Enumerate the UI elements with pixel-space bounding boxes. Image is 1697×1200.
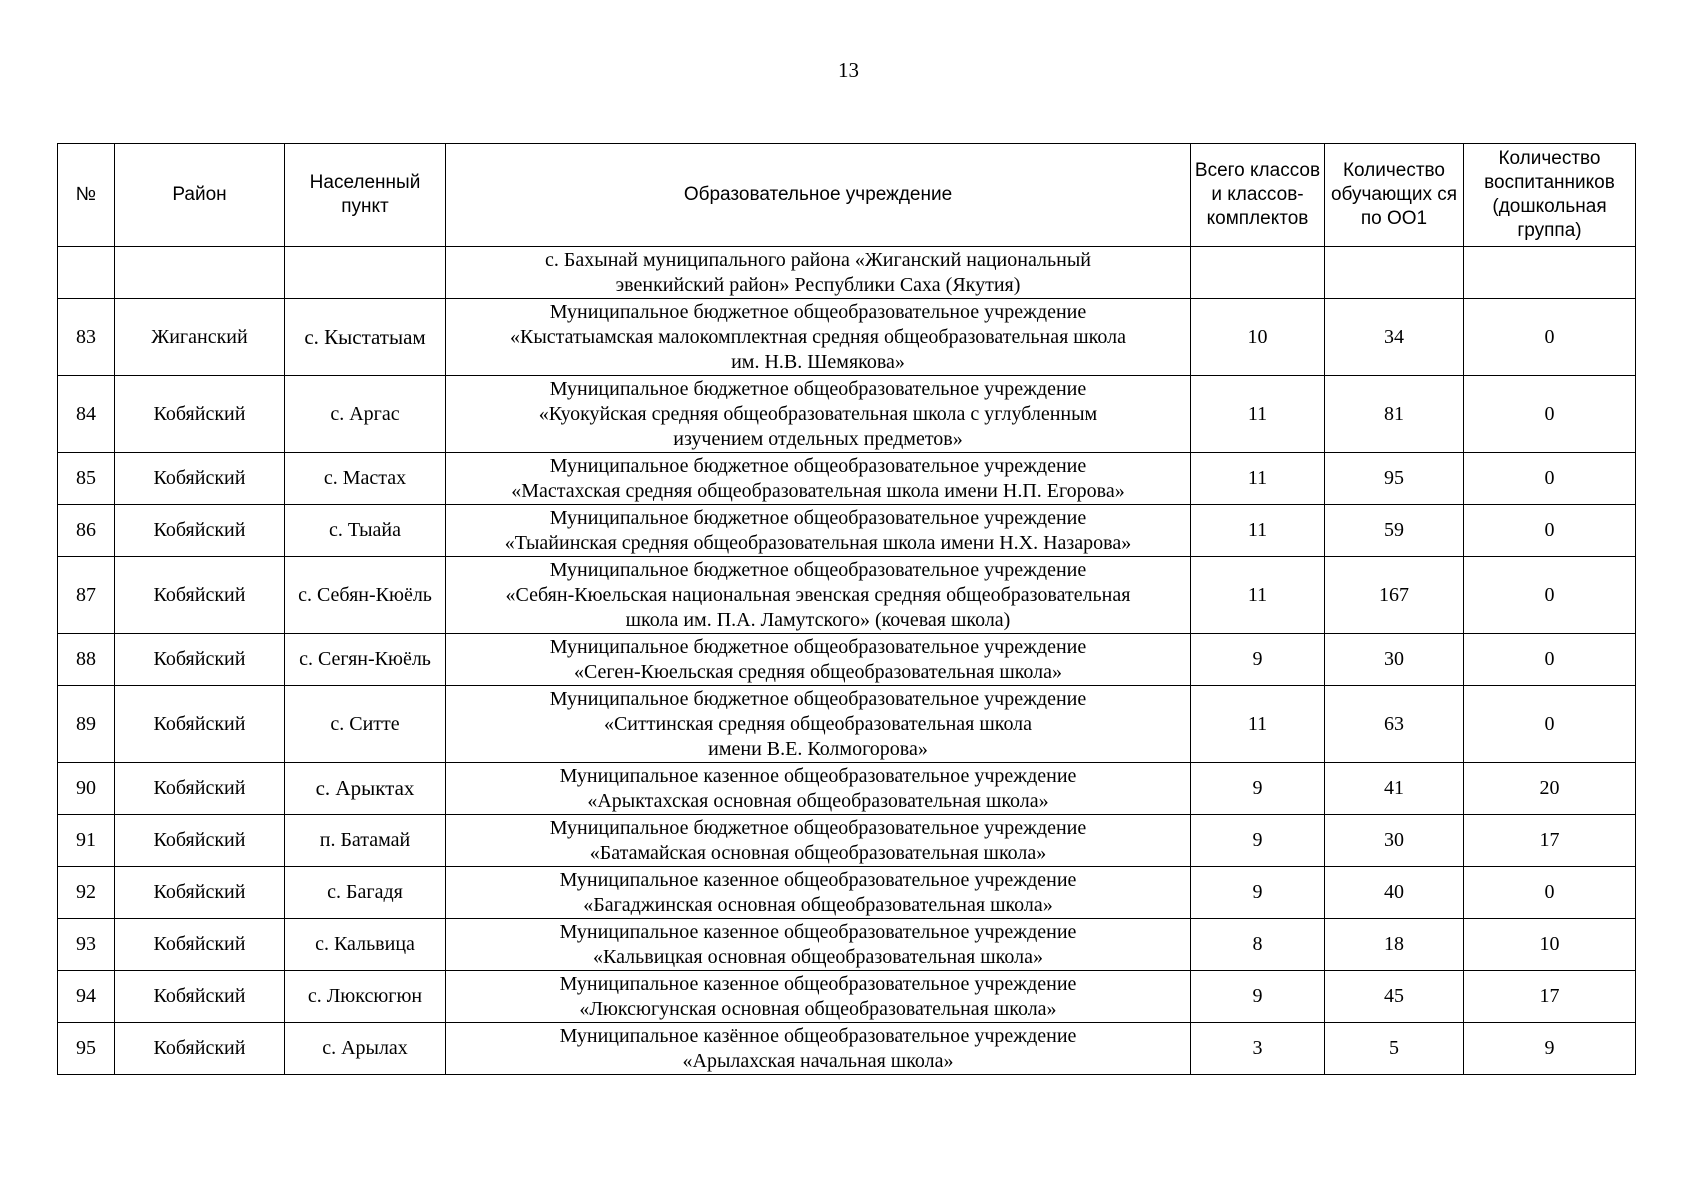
classes-cell: 11 bbox=[1191, 505, 1325, 557]
settlement-cell: с. Арылах bbox=[285, 1023, 446, 1075]
table-row bbox=[58, 376, 1636, 453]
classes-cell: 9 bbox=[1191, 971, 1325, 1023]
institution-line: Муниципальное казенное общеобразовательное учреждение bbox=[559, 920, 1077, 943]
institution-line: «Арылахская начальная школа» bbox=[682, 1049, 954, 1072]
settlement-cell bbox=[285, 247, 446, 299]
students-cell: 59 bbox=[1325, 505, 1464, 557]
institution-line: «Куокуйская средняя общеобразовательная школа с углубленным bbox=[538, 402, 1098, 425]
district-cell: Кобяйский bbox=[115, 557, 285, 634]
preschool-cell: 0 bbox=[1464, 686, 1636, 763]
table-row bbox=[58, 634, 1636, 686]
students-cell: 45 bbox=[1325, 971, 1464, 1023]
students-cell bbox=[1325, 247, 1464, 299]
table-row bbox=[58, 867, 1636, 919]
classes-cell: 11 bbox=[1191, 453, 1325, 505]
num-cell: 94 bbox=[58, 971, 115, 1023]
institution-cell bbox=[446, 815, 1191, 867]
students-cell: 30 bbox=[1325, 634, 1464, 686]
institution-line: Муниципальное бюджетное общеобразовательное учреждение bbox=[549, 816, 1087, 839]
continuation-row bbox=[58, 247, 1636, 299]
institution-line: им. Н.В. Шемякова» bbox=[731, 350, 905, 373]
table-row bbox=[58, 557, 1636, 634]
header-num: № bbox=[58, 144, 115, 247]
institution-cell bbox=[446, 1023, 1191, 1075]
num-cell: 91 bbox=[58, 815, 115, 867]
preschool-cell bbox=[1464, 247, 1636, 299]
table-header bbox=[58, 144, 1636, 247]
students-cell: 18 bbox=[1325, 919, 1464, 971]
header-preschool: Количество воспитанников (дошкольная группа) bbox=[1464, 144, 1636, 247]
district-cell: Кобяйский bbox=[115, 453, 285, 505]
district-cell: Кобяйский bbox=[115, 686, 285, 763]
students-cell: 40 bbox=[1325, 867, 1464, 919]
students-cell: 41 bbox=[1325, 763, 1464, 815]
institution-line: «Арыктахская основная общеобразовательная школа» bbox=[587, 789, 1049, 812]
classes-cell: 9 bbox=[1191, 867, 1325, 919]
classes-cell: 9 bbox=[1191, 634, 1325, 686]
institution-line: «Мастахская средняя общеобразовательная школа имени Н.П. Егорова» bbox=[511, 479, 1125, 502]
district-cell: Кобяйский bbox=[115, 376, 285, 453]
table-row bbox=[58, 919, 1636, 971]
institution-line: «Сеген-Кюельская средняя общеобразовательная школа» bbox=[573, 660, 1063, 683]
classes-cell: 10 bbox=[1191, 299, 1325, 376]
institution-line: Муниципальное казенное общеобразовательное учреждение bbox=[559, 764, 1077, 787]
settlement-cell: с. Аргас bbox=[285, 376, 446, 453]
table-row bbox=[58, 815, 1636, 867]
settlement-cell: с. Ситте bbox=[285, 686, 446, 763]
institution-cell bbox=[446, 247, 1191, 299]
table-row bbox=[58, 686, 1636, 763]
institution-cell bbox=[446, 299, 1191, 376]
settlement-cell: с. Кальвица bbox=[285, 919, 446, 971]
institution-line: школа им. П.А. Ламутского» (кочевая школа) bbox=[625, 608, 1011, 631]
num-cell: 90 bbox=[58, 763, 115, 815]
institution-line: Муниципальное бюджетное общеобразовательное учреждение bbox=[549, 635, 1087, 658]
institution-line: «Батамайская основная общеобразовательная школа» bbox=[589, 841, 1047, 864]
institution-line: эвенкийский район» Республики Саха (Якутия) bbox=[615, 273, 1021, 296]
classes-cell: 9 bbox=[1191, 763, 1325, 815]
classes-cell bbox=[1191, 247, 1325, 299]
district-cell: Кобяйский bbox=[115, 1023, 285, 1075]
num-cell: 86 bbox=[58, 505, 115, 557]
institution-line: «Ситтинская средняя общеобразовательная школа bbox=[603, 712, 1033, 735]
table-row bbox=[58, 763, 1636, 815]
num-cell: 92 bbox=[58, 867, 115, 919]
institution-cell bbox=[446, 505, 1191, 557]
classes-cell: 11 bbox=[1191, 686, 1325, 763]
num-cell: 89 bbox=[58, 686, 115, 763]
table-row bbox=[58, 1023, 1636, 1075]
preschool-cell: 0 bbox=[1464, 557, 1636, 634]
header-classes: Всего классов и классов-комплектов bbox=[1191, 144, 1325, 247]
page-number: 13 bbox=[838, 58, 859, 82]
preschool-cell: 0 bbox=[1464, 376, 1636, 453]
institution-line: Муниципальное бюджетное общеобразовательное учреждение bbox=[549, 377, 1087, 400]
district-cell: Кобяйский bbox=[115, 919, 285, 971]
district-cell: Кобяйский bbox=[115, 505, 285, 557]
institution-line: Муниципальное казённое общеобразовательное учреждение bbox=[559, 1024, 1077, 1047]
students-cell: 30 bbox=[1325, 815, 1464, 867]
settlement-cell: п. Батамай bbox=[285, 815, 446, 867]
institution-line: с. Бахынай муниципального района «Жиганский национальный bbox=[545, 248, 1091, 271]
preschool-cell: 9 bbox=[1464, 1023, 1636, 1075]
settlement-cell: с. Себян-Кюёль bbox=[285, 557, 446, 634]
preschool-cell: 0 bbox=[1464, 634, 1636, 686]
district-cell: Кобяйский bbox=[115, 815, 285, 867]
preschool-cell: 0 bbox=[1464, 453, 1636, 505]
institution-cell bbox=[446, 634, 1191, 686]
header-students: Количество обучающих ся по ОО1 bbox=[1325, 144, 1464, 247]
settlement-cell: с. Кыстатыам bbox=[285, 299, 446, 376]
classes-cell: 3 bbox=[1191, 1023, 1325, 1075]
preschool-cell: 20 bbox=[1464, 763, 1636, 815]
header-settlement: Населенный пункт bbox=[285, 144, 446, 247]
table-row bbox=[58, 299, 1636, 376]
institution-cell bbox=[446, 557, 1191, 634]
students-cell: 167 bbox=[1325, 557, 1464, 634]
table-row bbox=[58, 971, 1636, 1023]
students-cell: 95 bbox=[1325, 453, 1464, 505]
students-cell: 34 bbox=[1325, 299, 1464, 376]
institution-cell bbox=[446, 763, 1191, 815]
district-cell bbox=[115, 247, 285, 299]
institution-cell bbox=[446, 376, 1191, 453]
table-body bbox=[58, 247, 1636, 1075]
num-cell: 87 bbox=[58, 557, 115, 634]
settlement-cell: с. Сегян-Кюёль bbox=[285, 634, 446, 686]
institution-line: Муниципальное бюджетное общеобразовательное учреждение bbox=[549, 300, 1087, 323]
preschool-cell: 17 bbox=[1464, 815, 1636, 867]
institution-line: «Люксюгунская основная общеобразовательная школа» bbox=[579, 997, 1057, 1020]
settlement-cell: с. Мастах bbox=[285, 453, 446, 505]
institution-line: изучением отдельных предметов» bbox=[673, 427, 963, 450]
institution-cell bbox=[446, 919, 1191, 971]
institution-line: Муниципальное бюджетное общеобразовательное учреждение bbox=[549, 558, 1087, 581]
district-cell: Кобяйский bbox=[115, 763, 285, 815]
table-row bbox=[58, 505, 1636, 557]
institution-cell bbox=[446, 971, 1191, 1023]
preschool-cell: 0 bbox=[1464, 505, 1636, 557]
classes-cell: 9 bbox=[1191, 815, 1325, 867]
district-cell: Кобяйский bbox=[115, 971, 285, 1023]
institution-cell bbox=[446, 867, 1191, 919]
classes-cell: 8 bbox=[1191, 919, 1325, 971]
classes-cell: 11 bbox=[1191, 376, 1325, 453]
institution-line: «Себян-Кюельская национальная эвенская средняя общеобразовательная bbox=[505, 583, 1131, 606]
district-cell: Кобяйский bbox=[115, 867, 285, 919]
institution-line: Муниципальное казенное общеобразовательное учреждение bbox=[559, 972, 1077, 995]
header-district: Район bbox=[115, 144, 285, 247]
num-cell: 85 bbox=[58, 453, 115, 505]
students-cell: 63 bbox=[1325, 686, 1464, 763]
institution-cell bbox=[446, 686, 1191, 763]
institution-line: Муниципальное бюджетное общеобразовательное учреждение bbox=[549, 454, 1087, 477]
num-cell: 84 bbox=[58, 376, 115, 453]
classes-cell: 11 bbox=[1191, 557, 1325, 634]
settlement-cell: с. Тыайа bbox=[285, 505, 446, 557]
settlement-cell: с. Багадя bbox=[285, 867, 446, 919]
table-row bbox=[58, 453, 1636, 505]
district-cell: Жиганский bbox=[115, 299, 285, 376]
num-cell: 93 bbox=[58, 919, 115, 971]
institution-line: «Багаджинская основная общеобразовательная школа» bbox=[583, 893, 1053, 916]
settlement-cell: с. Арыктах bbox=[285, 763, 446, 815]
num-cell: 88 bbox=[58, 634, 115, 686]
num-cell: 83 bbox=[58, 299, 115, 376]
students-cell: 81 bbox=[1325, 376, 1464, 453]
num-cell: 95 bbox=[58, 1023, 115, 1075]
preschool-cell: 10 bbox=[1464, 919, 1636, 971]
institution-line: «Кыстатыамская малокомплектная средняя общеобразовательная школа bbox=[510, 325, 1126, 348]
district-cell: Кобяйский bbox=[115, 634, 285, 686]
institution-line: Муниципальное казенное общеобразовательное учреждение bbox=[559, 868, 1077, 891]
preschool-cell: 17 bbox=[1464, 971, 1636, 1023]
institution-line: имени В.Е. Колмогорова» bbox=[708, 737, 928, 760]
institution-cell bbox=[446, 453, 1191, 505]
preschool-cell: 0 bbox=[1464, 867, 1636, 919]
num-cell bbox=[58, 247, 115, 299]
institution-line: Муниципальное бюджетное общеобразовательное учреждение bbox=[549, 506, 1087, 529]
institution-line: «Тыайинская средняя общеобразовательная школа имени Н.Х. Назарова» bbox=[504, 531, 1132, 554]
institution-line: Муниципальное бюджетное общеобразовательное учреждение bbox=[549, 687, 1087, 710]
preschool-cell: 0 bbox=[1464, 299, 1636, 376]
header-institution: Образовательное учреждение bbox=[446, 144, 1191, 247]
schools-table bbox=[57, 143, 1636, 1075]
institution-line: «Кальвицкая основная общеобразовательная школа» bbox=[593, 945, 1043, 968]
students-cell: 5 bbox=[1325, 1023, 1464, 1075]
settlement-cell: с. Люксюгюн bbox=[285, 971, 446, 1023]
